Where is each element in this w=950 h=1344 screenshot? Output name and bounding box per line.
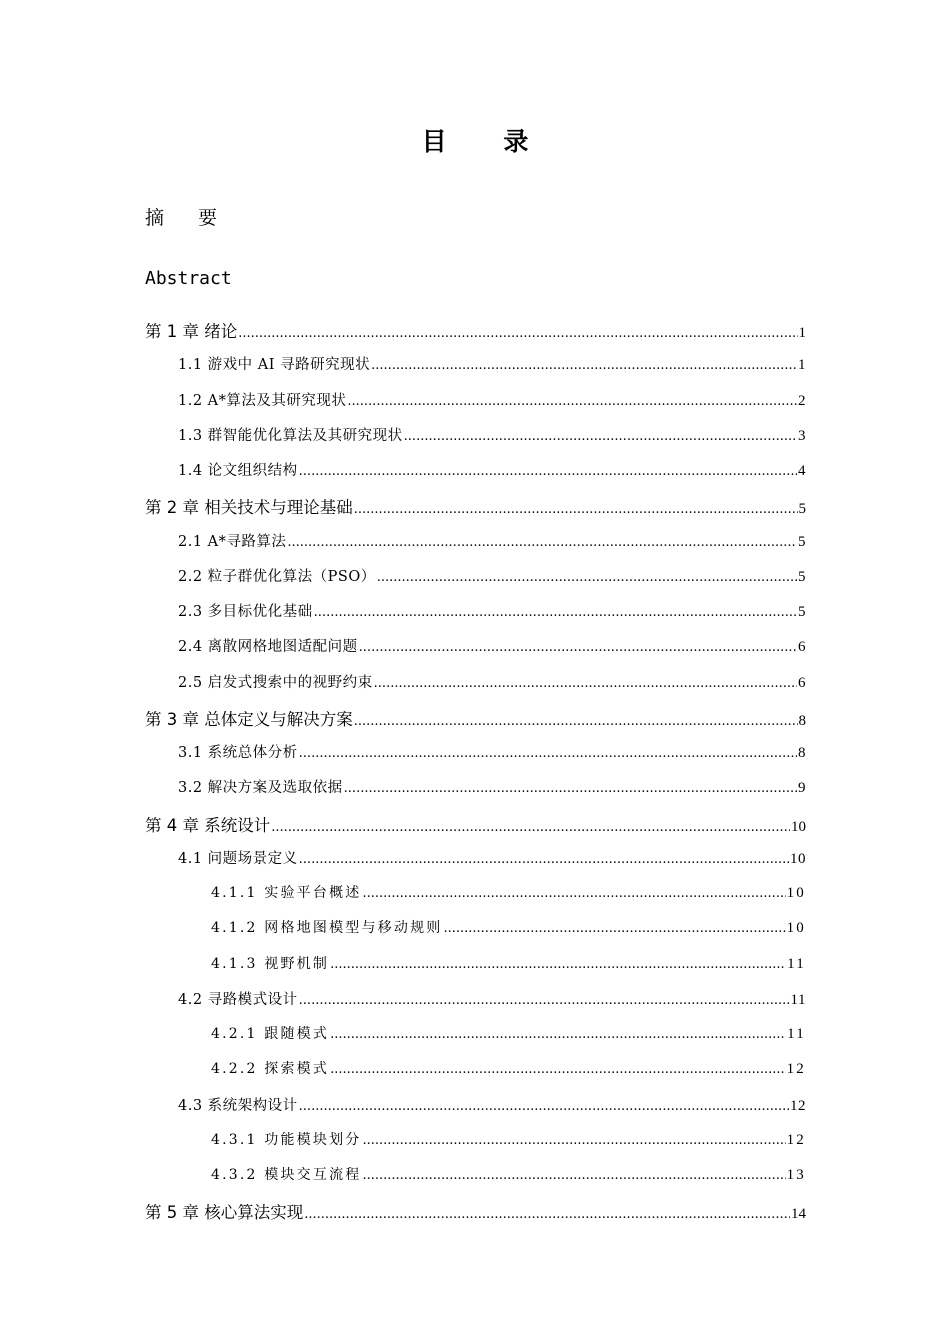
toc-entry-label: 4.1.3 视野机制: [211, 955, 330, 972]
toc-dot-leader: [404, 429, 797, 444]
toc-section-entry[interactable]: [178, 424, 806, 448]
toc-entry-label: 2.1 A*寻路算法: [178, 533, 287, 550]
toc-dot-leader: [299, 746, 797, 761]
toc-page-number: 12: [786, 1061, 806, 1078]
toc-section-entry[interactable]: [178, 671, 806, 695]
toc-page-number: 9: [798, 780, 806, 797]
toc-page-number: 6: [798, 674, 806, 691]
toc-chapter-entry[interactable]: [145, 1199, 806, 1223]
toc-entry-label: 2.3 多目标优化基础: [178, 604, 313, 620]
toc-page-number: 10: [786, 885, 806, 901]
toc-entry-label: 第 5 章 核心算法实现: [145, 1203, 304, 1223]
toc-entry-label: 2.2 粒子群优化算法（PSO）: [178, 568, 376, 585]
toc-chapter-entry[interactable]: [145, 812, 806, 836]
toc-section-entry[interactable]: [178, 565, 806, 589]
toc-page-number: 11: [787, 1026, 806, 1042]
toc-page-number: 10: [791, 818, 806, 835]
toc-entry-label: 第 1 章 绪论: [145, 322, 238, 341]
toc-entry-label: 4.2.1 跟随模式: [211, 1026, 330, 1042]
toc-dot-leader: [354, 714, 798, 729]
toc-page-number: 5: [798, 568, 806, 585]
toc-dot-leader: [443, 921, 785, 936]
toc-dot-leader: [354, 502, 798, 517]
toc-section-entry[interactable]: [178, 353, 806, 377]
toc-section-entry[interactable]: [178, 600, 806, 624]
toc-dot-leader: [374, 676, 797, 691]
toc-page-number: 2: [798, 392, 806, 409]
toc-dot-leader: [359, 640, 797, 655]
toc-page-number: 12: [790, 1097, 806, 1114]
abstract-en-heading: Abstract: [145, 268, 232, 289]
toc-subsection-entry[interactable]: [211, 1129, 806, 1153]
toc-dot-leader: [330, 1027, 786, 1042]
toc-page-number: 10: [786, 920, 806, 937]
toc-subsection-entry[interactable]: [211, 917, 806, 941]
toc-page-number: 10: [790, 850, 806, 867]
toc-page-number: 14: [791, 1206, 806, 1223]
toc-dot-leader: [238, 326, 797, 341]
toc-page-number: 5: [798, 604, 806, 620]
toc-entry-label: 3.2 解决方案及选取依据: [178, 780, 343, 797]
toc-page-number: 5: [798, 533, 806, 550]
abstract-cn-heading: 摘 要: [145, 207, 232, 229]
toc-entry-label: 第 4 章 系统设计: [145, 815, 271, 835]
toc-dot-leader: [347, 394, 797, 409]
toc-dot-leader: [344, 781, 797, 796]
toc-page-number: 11: [787, 955, 806, 972]
toc-entry-label: 4.2.2 探索模式: [211, 1061, 330, 1078]
toc-dot-leader: [362, 1168, 785, 1183]
toc-entry-label: 4.3.2 模块交互流程: [211, 1167, 362, 1183]
toc-entry-label: 4.1.2 网格地图模型与移动规则: [211, 920, 443, 937]
toc-page-number: 1: [798, 325, 806, 341]
toc-section-entry[interactable]: [178, 635, 806, 659]
toc-entry-label: 4.1 问题场景定义: [178, 850, 298, 867]
toc-page-number: 1: [798, 357, 806, 374]
toc-dot-leader: [299, 852, 789, 867]
toc-dot-leader: [299, 464, 797, 479]
toc-entry-label: 2.4 离散网格地图适配问题: [178, 639, 358, 656]
toc-entry-label: 4.1.1 实验平台概述: [211, 885, 362, 901]
toc-chapter-entry[interactable]: [145, 706, 806, 730]
toc-entry-label: 4.3.1 功能模块划分: [211, 1131, 362, 1148]
toc-dot-leader: [299, 1099, 789, 1114]
toc-entry-label: 4.2 寻路模式设计: [178, 991, 298, 1008]
toc-page-number: 5: [798, 501, 806, 518]
toc-section-entry[interactable]: [178, 530, 806, 554]
toc-chapter-entry[interactable]: [145, 318, 806, 342]
toc-entry-label: 2.5 启发式搜索中的视野约束: [178, 674, 373, 691]
toc-dot-leader: [330, 1062, 786, 1077]
toc-dot-leader: [377, 570, 797, 585]
toc-entry-label: 3.1 系统总体分析: [178, 745, 298, 761]
toc-entry-label: 第 3 章 总体定义与解决方案: [145, 709, 353, 729]
toc-subsection-entry[interactable]: [211, 953, 806, 977]
toc-page-number: 8: [798, 712, 806, 729]
toc-page-number: 12: [786, 1131, 806, 1148]
toc-dot-leader: [330, 957, 786, 972]
toc-page-number: 3: [798, 427, 806, 444]
toc-dot-leader: [287, 535, 797, 550]
toc-subsection-entry[interactable]: [211, 1023, 806, 1047]
toc-entry-label: 4.3 系统架构设计: [178, 1097, 298, 1114]
toc-section-entry[interactable]: [178, 988, 806, 1012]
toc-entry-label: 1.3 群智能优化算法及其研究现状: [178, 427, 403, 444]
toc-dot-leader: [371, 358, 797, 373]
toc-entry-label: 1.2 A*算法及其研究现状: [178, 392, 347, 409]
toc-section-entry[interactable]: [178, 847, 806, 871]
toc-dot-leader: [304, 1207, 790, 1222]
toc-page-number: 6: [798, 639, 806, 656]
toc-section-entry[interactable]: [178, 389, 806, 413]
toc-page-number: 13: [786, 1167, 806, 1183]
toc-page-number: 8: [798, 745, 806, 761]
toc-entry-label: 1.1 游戏中 AI 寻路研究现状: [178, 357, 371, 374]
toc-dot-leader: [362, 886, 785, 901]
toc-entry-label: 第 2 章 相关技术与理论基础: [145, 498, 353, 518]
toc-subsection-entry[interactable]: [211, 882, 806, 906]
toc-dot-leader: [362, 1133, 785, 1148]
toc-dot-leader: [271, 820, 790, 835]
toc-section-entry[interactable]: [178, 1094, 806, 1118]
toc-section-entry[interactable]: [178, 776, 806, 800]
toc-subsection-entry[interactable]: [211, 1164, 806, 1188]
page-title: 目 录: [421, 127, 553, 156]
toc-dot-leader: [314, 605, 797, 620]
toc-dot-leader: [299, 993, 790, 1008]
toc-chapter-entry[interactable]: [145, 494, 806, 518]
toc-page-number: 4: [798, 463, 806, 479]
toc-section-entry[interactable]: [178, 459, 806, 483]
toc-section-entry[interactable]: [178, 741, 806, 765]
toc-page-number: 11: [790, 991, 806, 1008]
toc-subsection-entry[interactable]: [211, 1058, 806, 1082]
toc-entry-label: 1.4 论文组织结构: [178, 463, 298, 479]
